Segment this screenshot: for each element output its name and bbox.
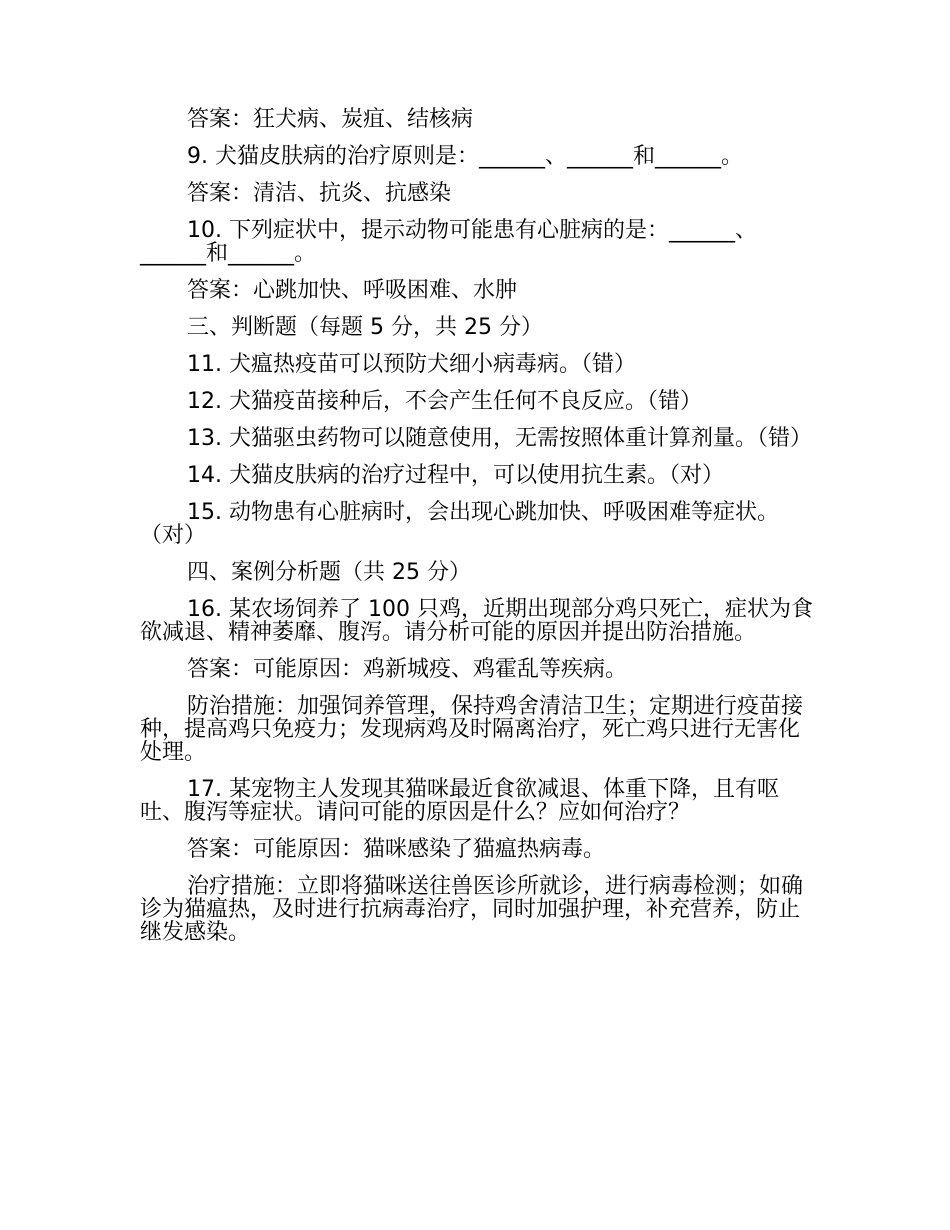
question-14: 14. 犬猫皮肤病的治疗过程中，可以使用抗生素。（对） — [187, 463, 724, 488]
answer-9: 答案：清洁、抗炎、抗感染 — [187, 181, 452, 206]
question-15: 15. 动物患有心脏病时，会出现心跳加快、呼吸困难等症状。（对） — [140, 500, 779, 548]
answer-8: 答案：狂犬病、炭疽、结核病 — [187, 107, 474, 132]
answer-17-treatment: 治疗措施：立即将猫咪送往兽医诊所就诊，进行病毒检测；如确诊为猫瘟热，及时进行抗病毒治疗，同时加强护理，补充营养，防止继发感染。 — [140, 874, 804, 945]
section-heading-true-false: 三、判断题（每题 5 分，共 25 分） — [187, 315, 543, 340]
answer-16-cause: 答案：可能原因：鸡新城疫、鸡霍乱等疾病。 — [187, 657, 628, 682]
question-13: 13. 犬猫驱虫药物可以随意使用，无需按照体重计算剂量。（错） — [187, 426, 812, 451]
answer-10: 答案：心跳加快、呼吸困难、水肿 — [187, 278, 518, 303]
answer-16-measures: 防治措施：加强饲养管理，保持鸡舍清洁卫生；定期进行疫苗接种，提高鸡只免疫力；发现病鸡及时隔离治疗，死亡鸡只进行无害化处理。 — [140, 694, 804, 765]
document-page — [140, 100, 820, 944]
question-11: 11. 犬瘟热疫苗可以预防犬细小病毒病。（错） — [187, 352, 636, 377]
question-12: 12. 犬猫疫苗接种后，不会产生任何不良反应。（错） — [187, 389, 702, 414]
question-17: 17. 某宠物主人发现其猫咪最近食欲减退、体重下降，且有呕吐、腹泻等症状。请问可能的原因是什么？应如何治疗？ — [140, 777, 779, 825]
question-16: 16. 某农场饲养了 100 只鸡，近期出现部分鸡只死亡，症状为食欲减退、精神萎靡、腹泻。请分析可能的原因并提出防治措施。 — [140, 597, 813, 645]
question-10: 10. 下列症状中，提示动物可能患有心脏病的是：______、______和______。 — [140, 218, 757, 266]
section-heading-case-analysis: 四、案例分析题（共 25 分） — [187, 560, 471, 585]
question-9: 9. 犬猫皮肤病的治疗原则是：______、______和______。 — [187, 144, 743, 169]
answer-17-cause: 答案：可能原因：猫咪感染了猫瘟热病毒。 — [187, 837, 606, 862]
